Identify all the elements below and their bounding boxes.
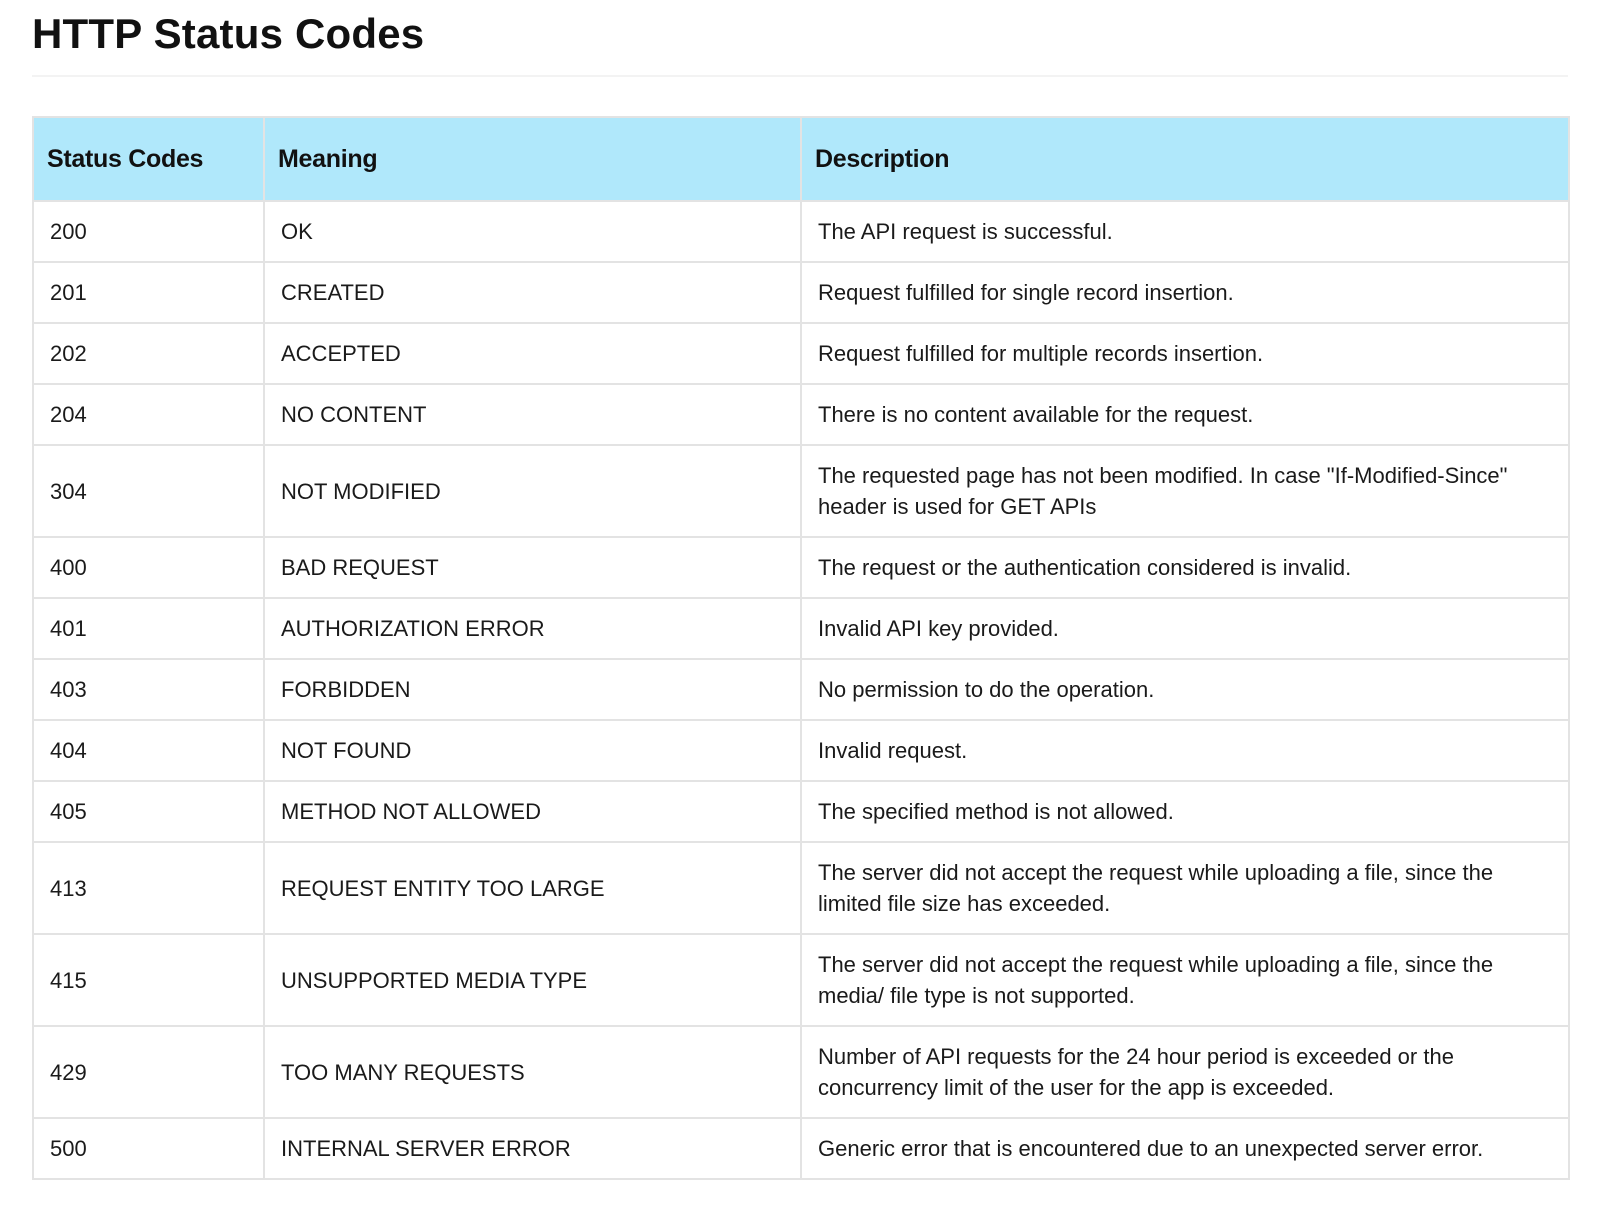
- meaning-cell: UNSUPPORTED MEDIA TYPE: [264, 934, 801, 1026]
- header-meaning: Meaning: [264, 117, 801, 201]
- description-cell: Generic error that is encountered due to an unexpected server error.: [801, 1118, 1569, 1179]
- table-header: [33, 117, 1569, 201]
- table-row: [33, 384, 1569, 445]
- meaning-cell: REQUEST ENTITY TOO LARGE: [264, 842, 801, 934]
- meaning-cell: TOO MANY REQUESTS: [264, 1026, 801, 1118]
- status-code-cell: 403: [33, 659, 264, 720]
- meaning-cell: ACCEPTED: [264, 323, 801, 384]
- page-title: HTTP Status Codes: [32, 10, 425, 57]
- status-code-cell: 500: [33, 1118, 264, 1179]
- table-row: [33, 934, 1569, 1026]
- table-row: [33, 1118, 1569, 1179]
- status-code-cell: 204: [33, 384, 264, 445]
- description-cell: Request fulfilled for single record insertion.: [801, 262, 1569, 323]
- meaning-cell: OK: [264, 201, 801, 262]
- header-status-codes: Status Codes: [33, 117, 264, 201]
- description-cell: The server did not accept the request while uploading a file, since the media/ file type is not supported.: [801, 934, 1569, 1026]
- table-row: [33, 1026, 1569, 1118]
- status-code-cell: 415: [33, 934, 264, 1026]
- description-cell: The specified method is not allowed.: [801, 781, 1569, 842]
- meaning-cell: BAD REQUEST: [264, 537, 801, 598]
- status-code-cell: 200: [33, 201, 264, 262]
- description-cell: The server did not accept the request while uploading a file, since the limited file size has exceeded.: [801, 842, 1569, 934]
- table-row: [33, 201, 1569, 262]
- description-cell: There is no content available for the request.: [801, 384, 1569, 445]
- description-cell: The API request is successful.: [801, 201, 1569, 262]
- table-row: [33, 598, 1569, 659]
- status-code-cell: 429: [33, 1026, 264, 1118]
- table-row: [33, 323, 1569, 384]
- status-code-cell: 202: [33, 323, 264, 384]
- description-cell: The requested page has not been modified. In case "If-Modified-Since" header is used for GET APIs: [801, 445, 1569, 537]
- table-row: [33, 537, 1569, 598]
- status-code-cell: 405: [33, 781, 264, 842]
- table-row: [33, 720, 1569, 781]
- meaning-cell: NOT FOUND: [264, 720, 801, 781]
- status-code-cell: 201: [33, 262, 264, 323]
- description-cell: No permission to do the operation.: [801, 659, 1569, 720]
- meaning-cell: NO CONTENT: [264, 384, 801, 445]
- meaning-cell: AUTHORIZATION ERROR: [264, 598, 801, 659]
- table-row: [33, 445, 1569, 537]
- meaning-cell: CREATED: [264, 262, 801, 323]
- status-code-cell: 400: [33, 537, 264, 598]
- header-row: [33, 117, 1569, 201]
- meaning-cell: NOT MODIFIED: [264, 445, 801, 537]
- status-code-cell: 404: [33, 720, 264, 781]
- table-row: [33, 781, 1569, 842]
- status-code-cell: 304: [33, 445, 264, 537]
- table-row: [33, 842, 1569, 934]
- table-row: [33, 262, 1569, 323]
- header-description: Description: [801, 117, 1569, 201]
- status-code-cell: 401: [33, 598, 264, 659]
- status-codes-table: [32, 116, 1570, 1180]
- meaning-cell: FORBIDDEN: [264, 659, 801, 720]
- meaning-cell: METHOD NOT ALLOWED: [264, 781, 801, 842]
- table-row: [33, 659, 1569, 720]
- description-cell: The request or the authentication considered is invalid.: [801, 537, 1569, 598]
- status-code-cell: 413: [33, 842, 264, 934]
- meaning-cell: INTERNAL SERVER ERROR: [264, 1118, 801, 1179]
- title-divider: [32, 75, 1568, 77]
- description-cell: Request fulfilled for multiple records insertion.: [801, 323, 1569, 384]
- description-cell: Invalid API key provided.: [801, 598, 1569, 659]
- table-body: [33, 201, 1569, 1179]
- description-cell: Number of API requests for the 24 hour period is exceeded or the concurrency limit of the user for the app is exceeded.: [801, 1026, 1569, 1118]
- description-cell: Invalid request.: [801, 720, 1569, 781]
